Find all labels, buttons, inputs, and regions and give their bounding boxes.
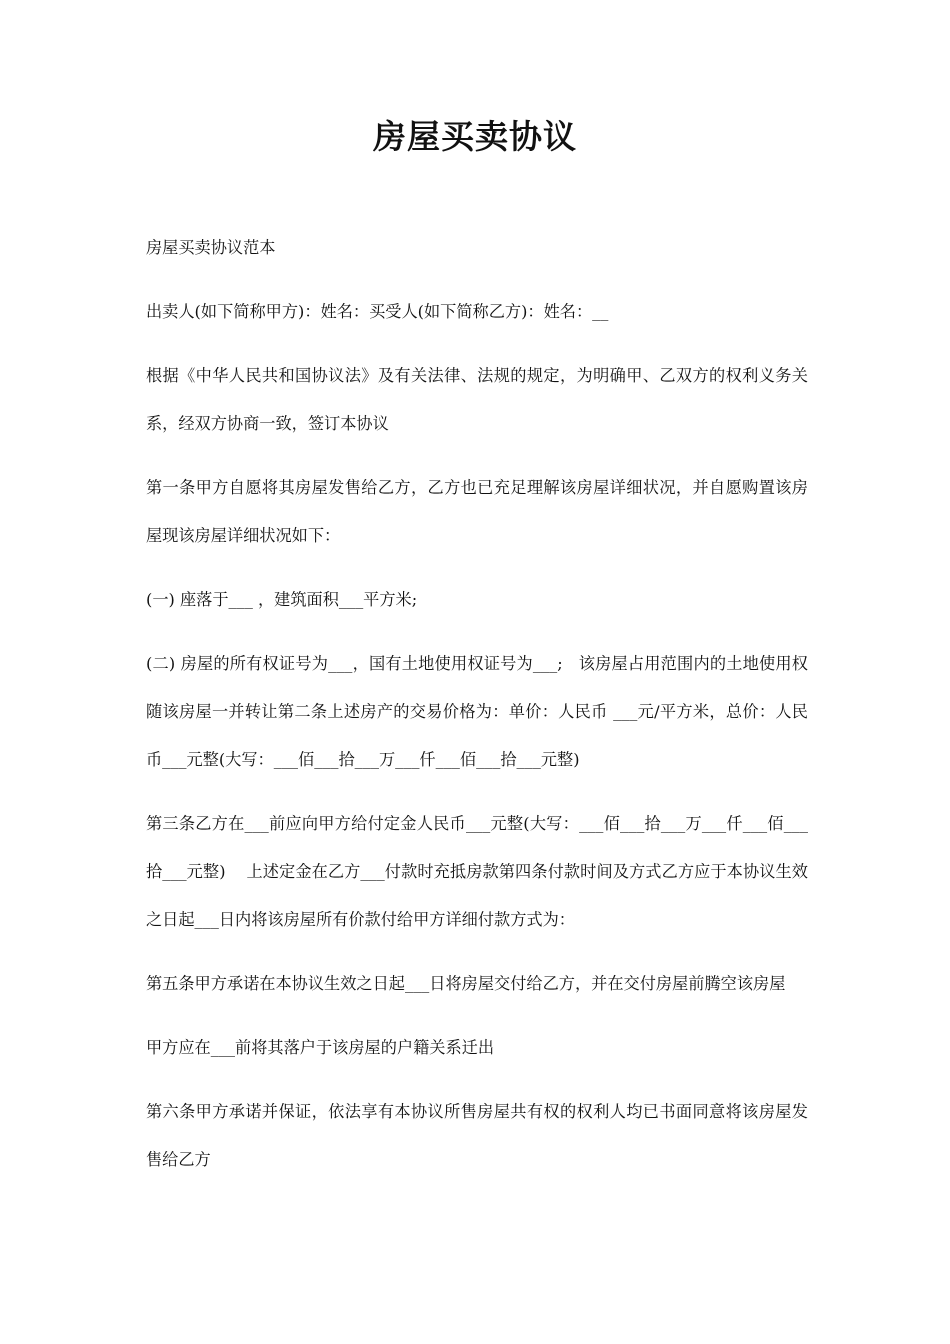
paragraph-article-6: 第六条甲方承诺并保证，依法享有本协议所售房屋共有权的权利人均已书面同意将该房屋发售给乙方 [146,1102,808,1169]
paragraph-parties: 出卖人(如下简称甲方)：姓名：买受人(如下简称乙方)：姓名：__ [146,302,609,321]
document-title: 房屋买卖协议 [373,117,577,156]
paragraph-item-1: (一) 座落于___ ，建筑面积___平方米; [146,590,418,609]
paragraph-legal-basis: 根据《中华人民共和国协议法》及有关法律、法规的规定，为明确甲、乙双方的权利义务关系，经双方协商一致，签订本协议 [146,366,808,433]
paragraph-article-5: 第五条甲方承诺在本协议生效之日起___日将房屋交付给乙方，并在交付房屋前腾空该房屋 [146,974,786,993]
paragraph-article-3: 第三条乙方在___前应向甲方给付定金人民币___元整(大写：___佰___拾___万___仟___佰___拾___元整) 上述定金在乙方___付款时充抵房款第四条付款时间及方式乙方应于本协议生效之日起___日内将该房屋所有价款付给甲方详细付款方式为： [146,814,808,929]
paragraph-template-name: 房屋买卖协议范本 [146,238,276,257]
paragraph-article-1: 第一条甲方自愿将其房屋发售给乙方，乙方也已充足理解该房屋详细状况，并自愿购置该房屋现该房屋详细状况如下： [146,478,808,545]
paragraph-item-2: (二) 房屋的所有权证号为___，国有土地使用权证号为___; 该房屋占用范围内的土地使用权随该房屋一并转让第二条上述房产的交易价格为：单价：人民币 ___元/平方米，总价：人民币___元整(大写：___佰___拾___万___仟___佰___拾___元整) [146,654,808,769]
paragraph-household-registration: 甲方应在___前将其落户于该房屋的户籍关系迁出 [146,1038,495,1057]
document-body [146,224,808,1200]
